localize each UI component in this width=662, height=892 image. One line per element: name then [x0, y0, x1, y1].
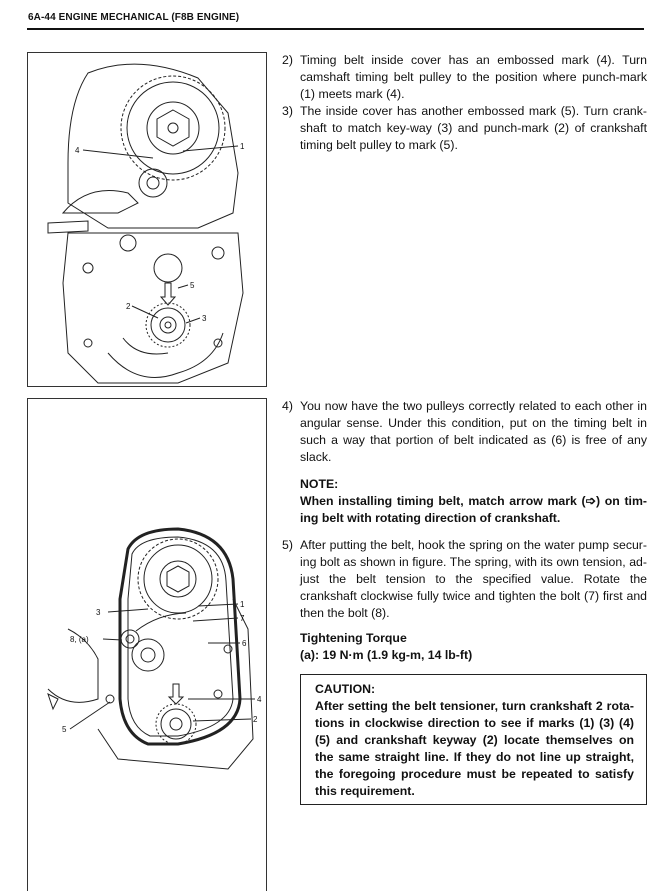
caution-box	[300, 674, 647, 805]
step-number: 4)	[282, 399, 293, 413]
fig1-label-2: 2	[126, 302, 131, 311]
steps-bottom	[282, 398, 647, 805]
fig2-label-2: 2	[253, 715, 258, 724]
timing-belt-drawing	[28, 399, 266, 891]
torque-heading: Tightening Torque	[300, 631, 407, 645]
figure-camshaft-alignment	[27, 52, 267, 387]
fig1-label-5: 5	[190, 281, 195, 290]
fig2-label-6: 6	[242, 639, 247, 648]
step-5	[282, 537, 647, 622]
page-header: 6A-44 ENGINE MECHANICAL (F8B ENGINE)	[28, 12, 240, 23]
step-number: 5)	[282, 538, 293, 552]
step-number: 3)	[282, 104, 293, 118]
step-text: Timing belt inside cover has an embossed mark (4). Turn camshaft timing belt pulley to the position where punch-mark (1) meets mark (4).	[300, 53, 647, 101]
step-4	[282, 398, 647, 466]
note-text: When installing timing belt, match arrow mark (➩) on tim-ing belt with rotating direction of crankshaft.	[300, 494, 647, 525]
step-2	[282, 52, 647, 103]
fig1-label-3: 3	[202, 314, 207, 323]
step-3	[282, 103, 647, 154]
caution-text: After setting the belt tensioner, turn crankshaft 2 rota-tions in clockwise direction to see if marks (1) (3) (4) (5) and crankshaft keyway (2) locate themselves on the same straight line. If they do not line up straight, the foregoing procedure must be repeated to satisfy this requirement.	[315, 699, 634, 798]
steps-top	[282, 52, 647, 154]
step-number: 2)	[282, 53, 293, 67]
step-text: The inside cover has another embossed mark (5). Turn crank-shaft to match key-way (3) and punch-mark (2) of crankshaft timing belt pulley to mark (5).	[300, 104, 647, 152]
step-text: You now have the two pulleys correctly related to each other in angular sense. Under this condition, put on the timing belt in such a way that portion of belt indicated as (6) is free of any slack.	[300, 399, 647, 464]
fig2-label-1: 1	[240, 600, 245, 609]
caution-heading: CAUTION:	[315, 682, 376, 696]
camshaft-alignment-drawing	[28, 53, 266, 386]
fig1-label-4: 4	[75, 146, 80, 155]
fig2-label-7: 7	[240, 614, 245, 623]
fig2-label-8a: 8, (a)	[70, 635, 89, 644]
note-heading: NOTE:	[300, 477, 339, 491]
step-text: After putting the belt, hook the spring on the water pump secur-ing bolt as shown in figure. The spring, with its own tension, ad-just the belt tension to the specified value. Rotate the crankshaft clockwise fully twice and tighten the bolt (7) first and then the bolt (8).	[300, 538, 647, 620]
torque-value: (a): 19 N·m (1.9 kg-m, 14 lb-ft)	[300, 648, 473, 662]
fig1-label-1: 1	[240, 142, 245, 151]
fig2-label-3: 3	[96, 608, 101, 617]
fig2-label-4: 4	[257, 695, 262, 704]
fig2-label-5: 5	[62, 725, 67, 734]
header-rule	[27, 28, 644, 30]
figure-timing-belt-installation	[27, 398, 267, 891]
